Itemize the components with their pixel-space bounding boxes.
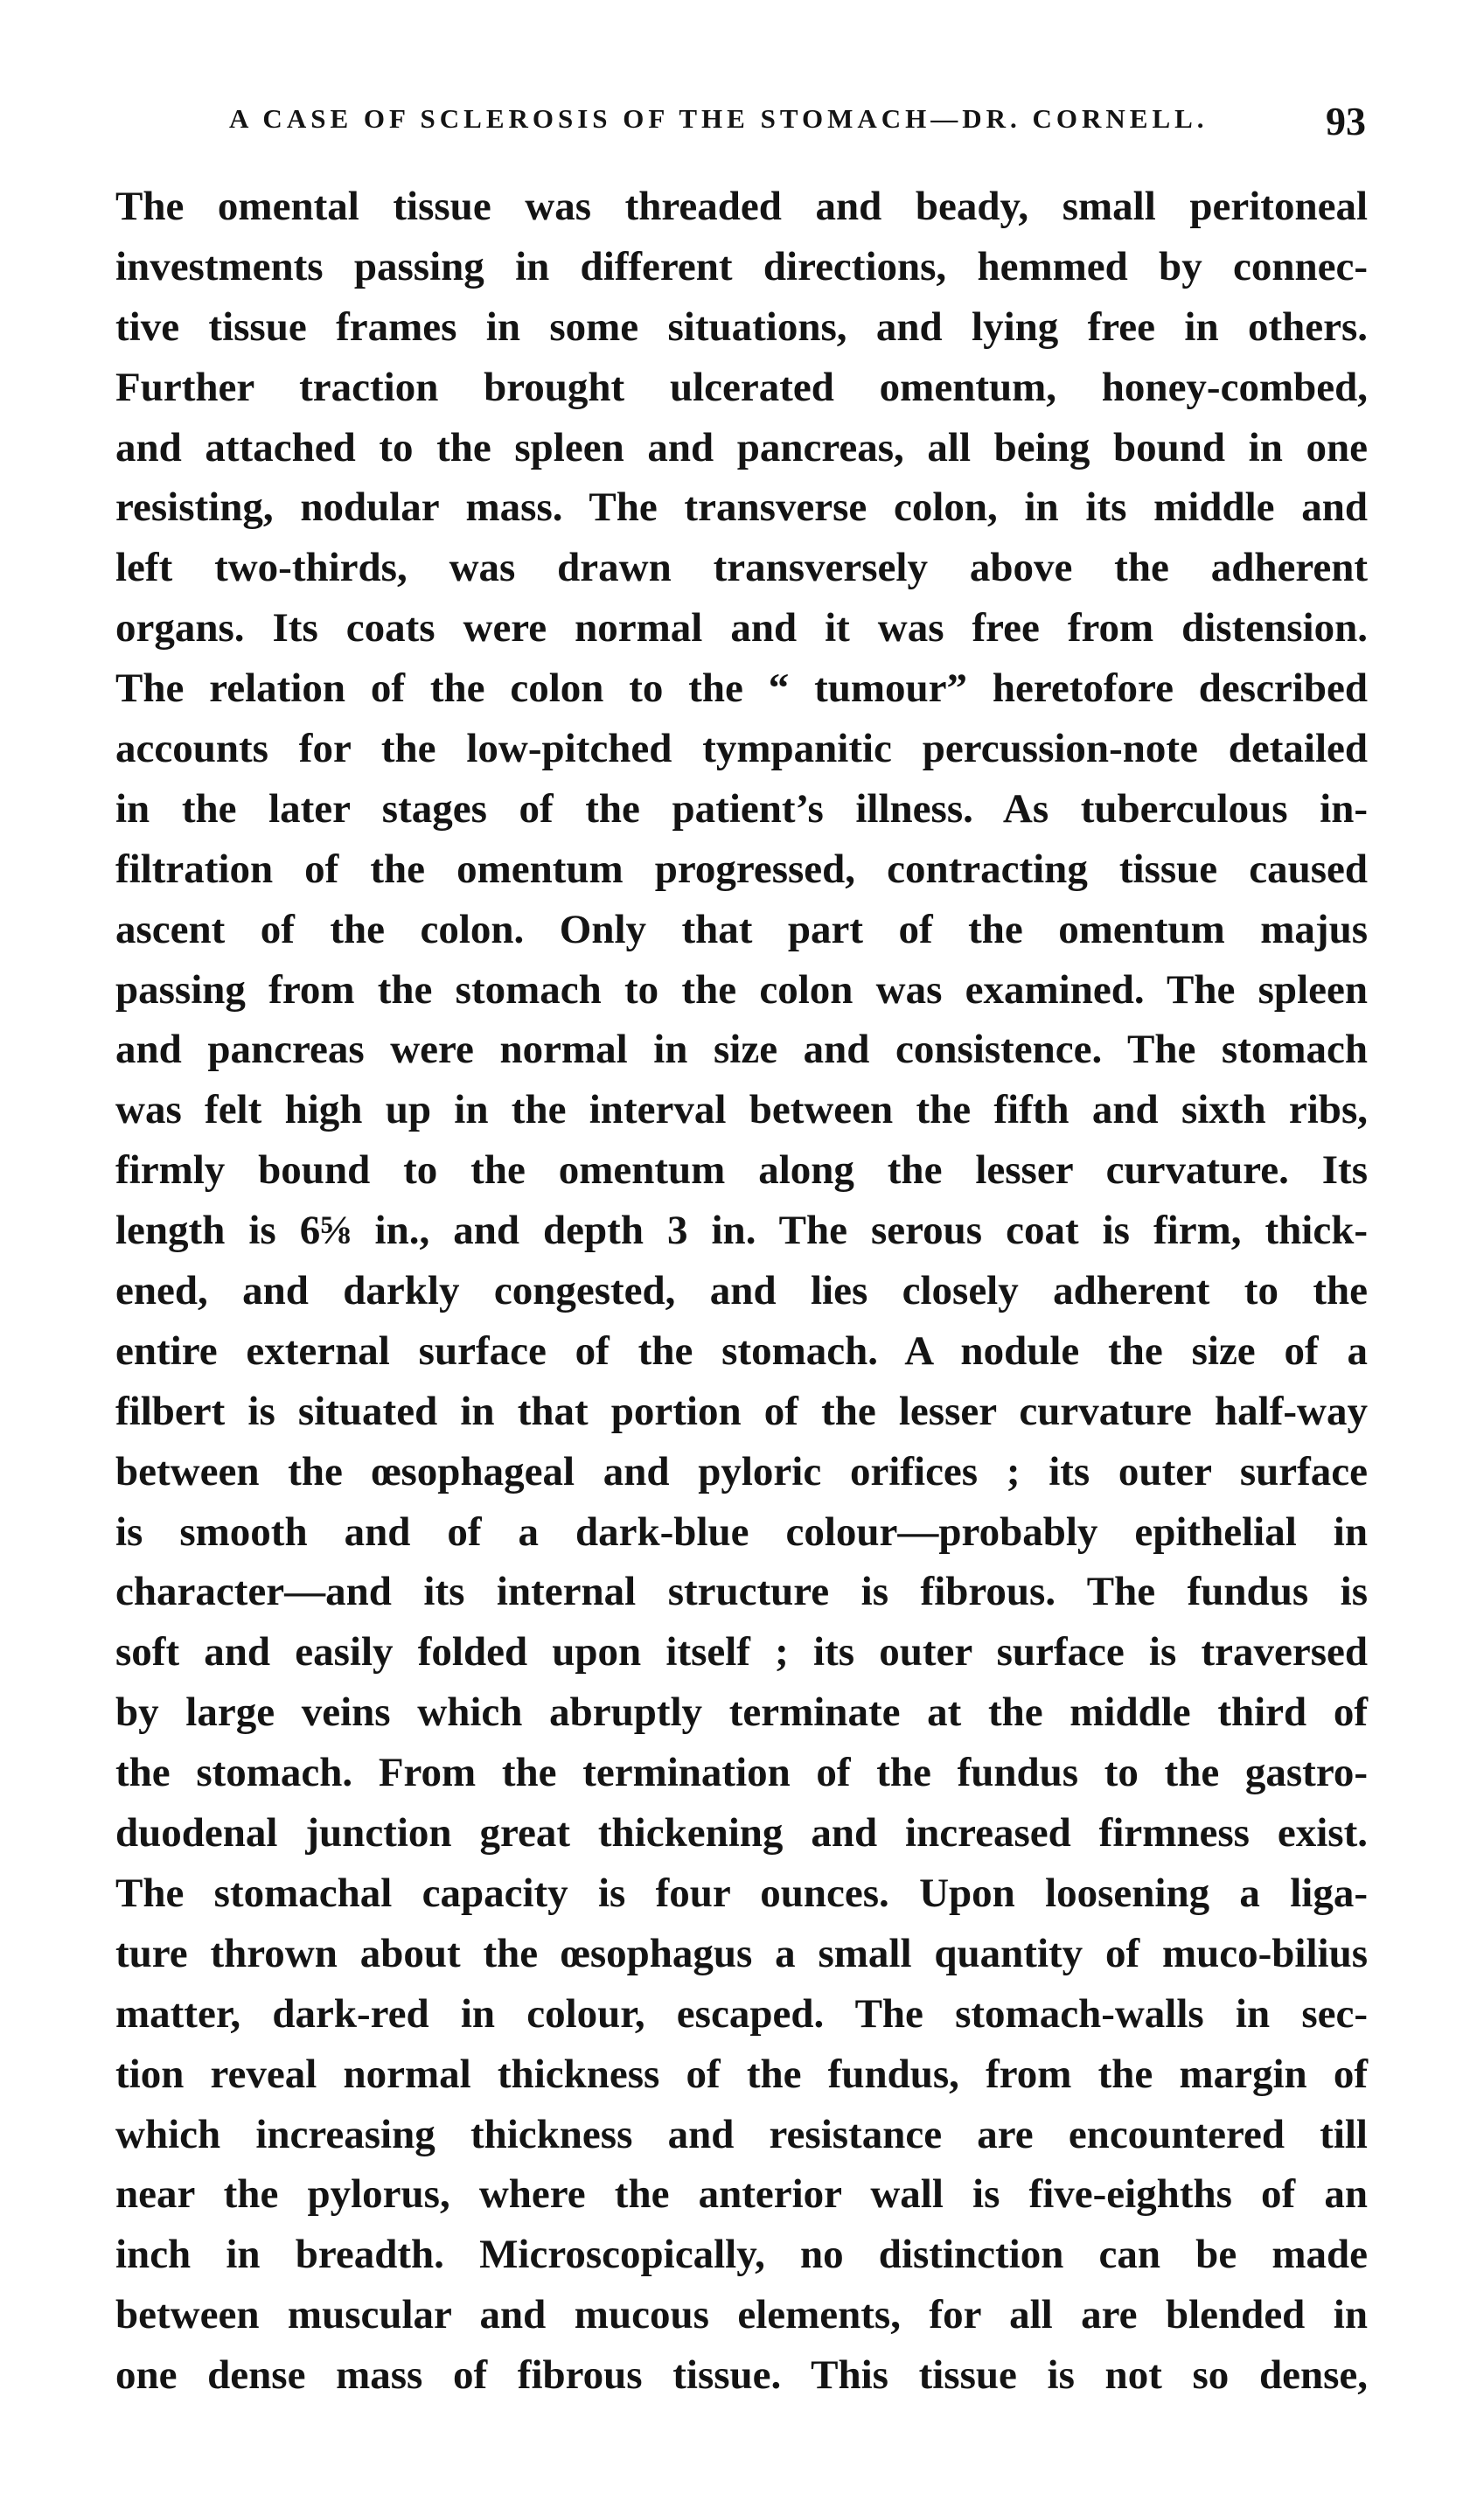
text-line: and attached to the spleen and pancreas, all being bound in one [115,424,1368,470]
running-title: A CASE OF SCLEROSIS OF THE STOMACH—DR. CORNELL. [229,103,1209,134]
text-line: which increasing thickness and resistance are encountered till [115,2111,1368,2157]
text-line: organs. Its coats were normal and it was free from distension. [115,605,1368,651]
text-line: left two-thirds, was drawn transversely above the adherent [115,545,1368,591]
text-line: firmly bound to the omentum along the lesser curvature. Its [115,1147,1368,1194]
text-line: filbert is situated in that portion of the lesser curvature half-way [115,1388,1368,1434]
text-line: inch in breadth. Microscopically, no distinction can be made [115,2232,1368,2278]
text-line: resisting, nodular mass. The transverse colon, in its middle and [115,484,1368,531]
text-line: and pancreas were normal in size and consistence. The stomach [115,1027,1368,1073]
text-line: investments passing in different directions, hemmed by connec- [115,243,1368,289]
text-line: between muscular and mucous elements, for all are blended in [115,2292,1368,2338]
text-line: length is 6⅝ in., and depth 3 in. The serous coat is firm, thick- [115,1208,1368,1254]
text-line: is smooth and of a dark-blue colour—probably epithelial in [115,1508,1368,1555]
text-line: ened, and darkly congested, and lies closely adherent to the [115,1268,1368,1314]
text-line: between the œsophageal and pyloric orifices ; its outer surface [115,1448,1368,1494]
text-line: near the pylorus, where the anterior wall is five-eighths of an [115,2171,1368,2218]
text-line: passing from the stomach to the colon was examined. The spleen [115,966,1368,1013]
text-line: in the later stages of the patient’s illness. As tuberculous in- [115,785,1368,832]
page-number: 93 [1326,99,1366,143]
text-line: was felt high up in the interval between the fifth and sixth ribs, [115,1087,1368,1133]
text-line: entire external surface of the stomach. A nodule the size of a [115,1327,1368,1374]
text-line: The omental tissue was threaded and beady, small peritoneal [115,184,1368,229]
text-line: one dense mass of fibrous tissue. This tissue is not so dense, [115,2352,1368,2399]
text-line: the stomach. From the termination of the fundus to the gastro- [115,1750,1368,1796]
text-line: tive tissue frames in some situations, and lying free in others. [115,303,1368,350]
running-head [229,98,1366,150]
text-line: filtration of the omentum progressed, contracting tissue caused [115,846,1368,892]
text-line: tion reveal normal thickness of the fundus, from the margin of [115,2051,1368,2097]
text-line: ascent of the colon. Only that part of the omentum majus [115,906,1368,952]
text-line: soft and easily folded upon itself ; its outer surface is traversed [115,1629,1368,1675]
text-line: The relation of the colon to the “ tumour” heretofore described [115,665,1368,712]
text-line: The stomachal capacity is four ounces. Upon loosening a liga- [115,1870,1368,1916]
text-line: duodenal junction great thickening and increased firmness exist. [115,1810,1368,1857]
text-line: accounts for the low-pitched tympanitic percussion-note detailed [115,726,1368,772]
text-line: by large veins which abruptly terminate at the middle third of [115,1689,1368,1736]
text-line: matter, dark-red in colour, escaped. The stomach-walls in sec- [115,1990,1368,2037]
text-line: ture thrown about the œsophagus a small quantity of muco-bilius [115,1930,1368,1976]
text-line: character—and its internal structure is fibrous. The fundus is [115,1569,1368,1615]
text-line: Further traction brought ulcerated omentum, honey-combed, [115,364,1368,410]
body-text [115,177,1368,2406]
